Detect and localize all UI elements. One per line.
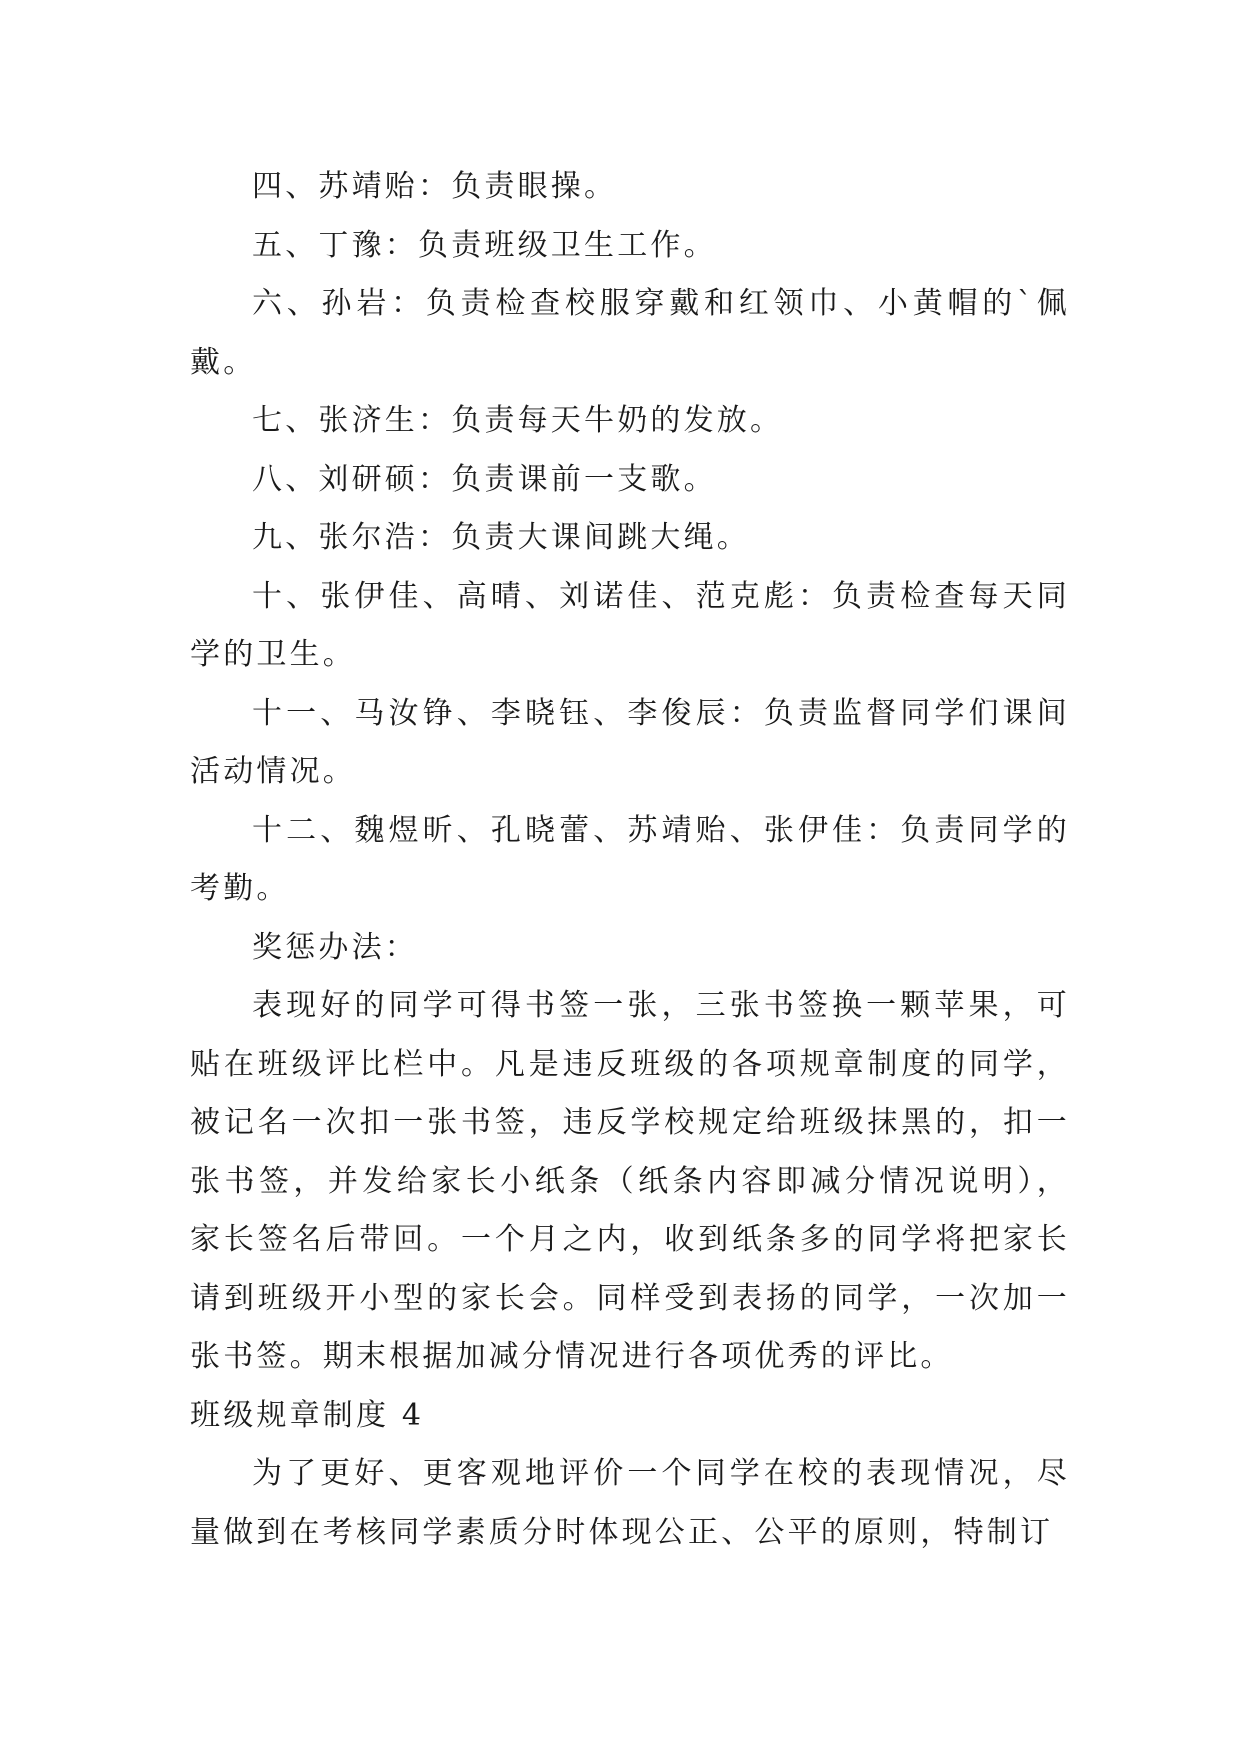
paragraph-duty-12: 十二、魏煜昕、孔晓蕾、苏靖贻、张伊佳：负责同学的考勤。 bbox=[190, 812, 1070, 906]
paragraph-duty-11: 十一、马汝铮、李晓钰、李俊辰：负责监督同学们课间活动情况。 bbox=[190, 695, 1070, 789]
document-body bbox=[190, 158, 1070, 1562]
paragraph-duty-10: 十、张伊佳、高晴、刘诺佳、范克彪：负责检查每天同学的卫生。 bbox=[190, 578, 1070, 672]
paragraph-closing: 为了更好、更客观地评价一个同学在校的表现情况，尽量做到在考核同学素质分时体现公正、公平的原则，特制订 bbox=[190, 1456, 1070, 1550]
paragraph-duty-8: 八、刘研硕：负责课前一支歌。 bbox=[252, 461, 717, 497]
paragraph-duty-5: 五、丁豫：负责班级卫生工作。 bbox=[252, 227, 717, 263]
paragraph-duty-9: 九、张尔浩：负责大课间跳大绳。 bbox=[252, 520, 750, 555]
paragraph-duty-6: 六、孙岩：负责检查校服穿戴和红领巾、小黄帽的`佩戴。 bbox=[190, 286, 1070, 380]
paragraph-rewards-body: 表现好的同学可得书签一张，三张书签换一颗苹果，可贴在班级评比栏中。凡是违反班级的各项规章制度的同学，被记名一次扣一张书签，违反学校规定给班级抹黑的，扣一张书签，并发给家长小纸条（纸条内容即减分情况说明），家长签名后带回。一个月之内，收到纸条多的同学将把家长请到班级开小型的家长会。同样受到表扬的同学，一次加一张书签。期末根据加减分情况进行各项优秀的评比。 bbox=[190, 988, 1070, 1374]
paragraph-duty-4: 四、苏靖贻：负责眼操。 bbox=[252, 169, 618, 204]
paragraph-duty-7: 七、张济生：负责每天牛奶的发放。 bbox=[252, 403, 784, 438]
section-heading: 班级规章制度 4 bbox=[190, 1397, 425, 1433]
paragraph-rewards-title: 奖惩办法： bbox=[252, 929, 418, 965]
